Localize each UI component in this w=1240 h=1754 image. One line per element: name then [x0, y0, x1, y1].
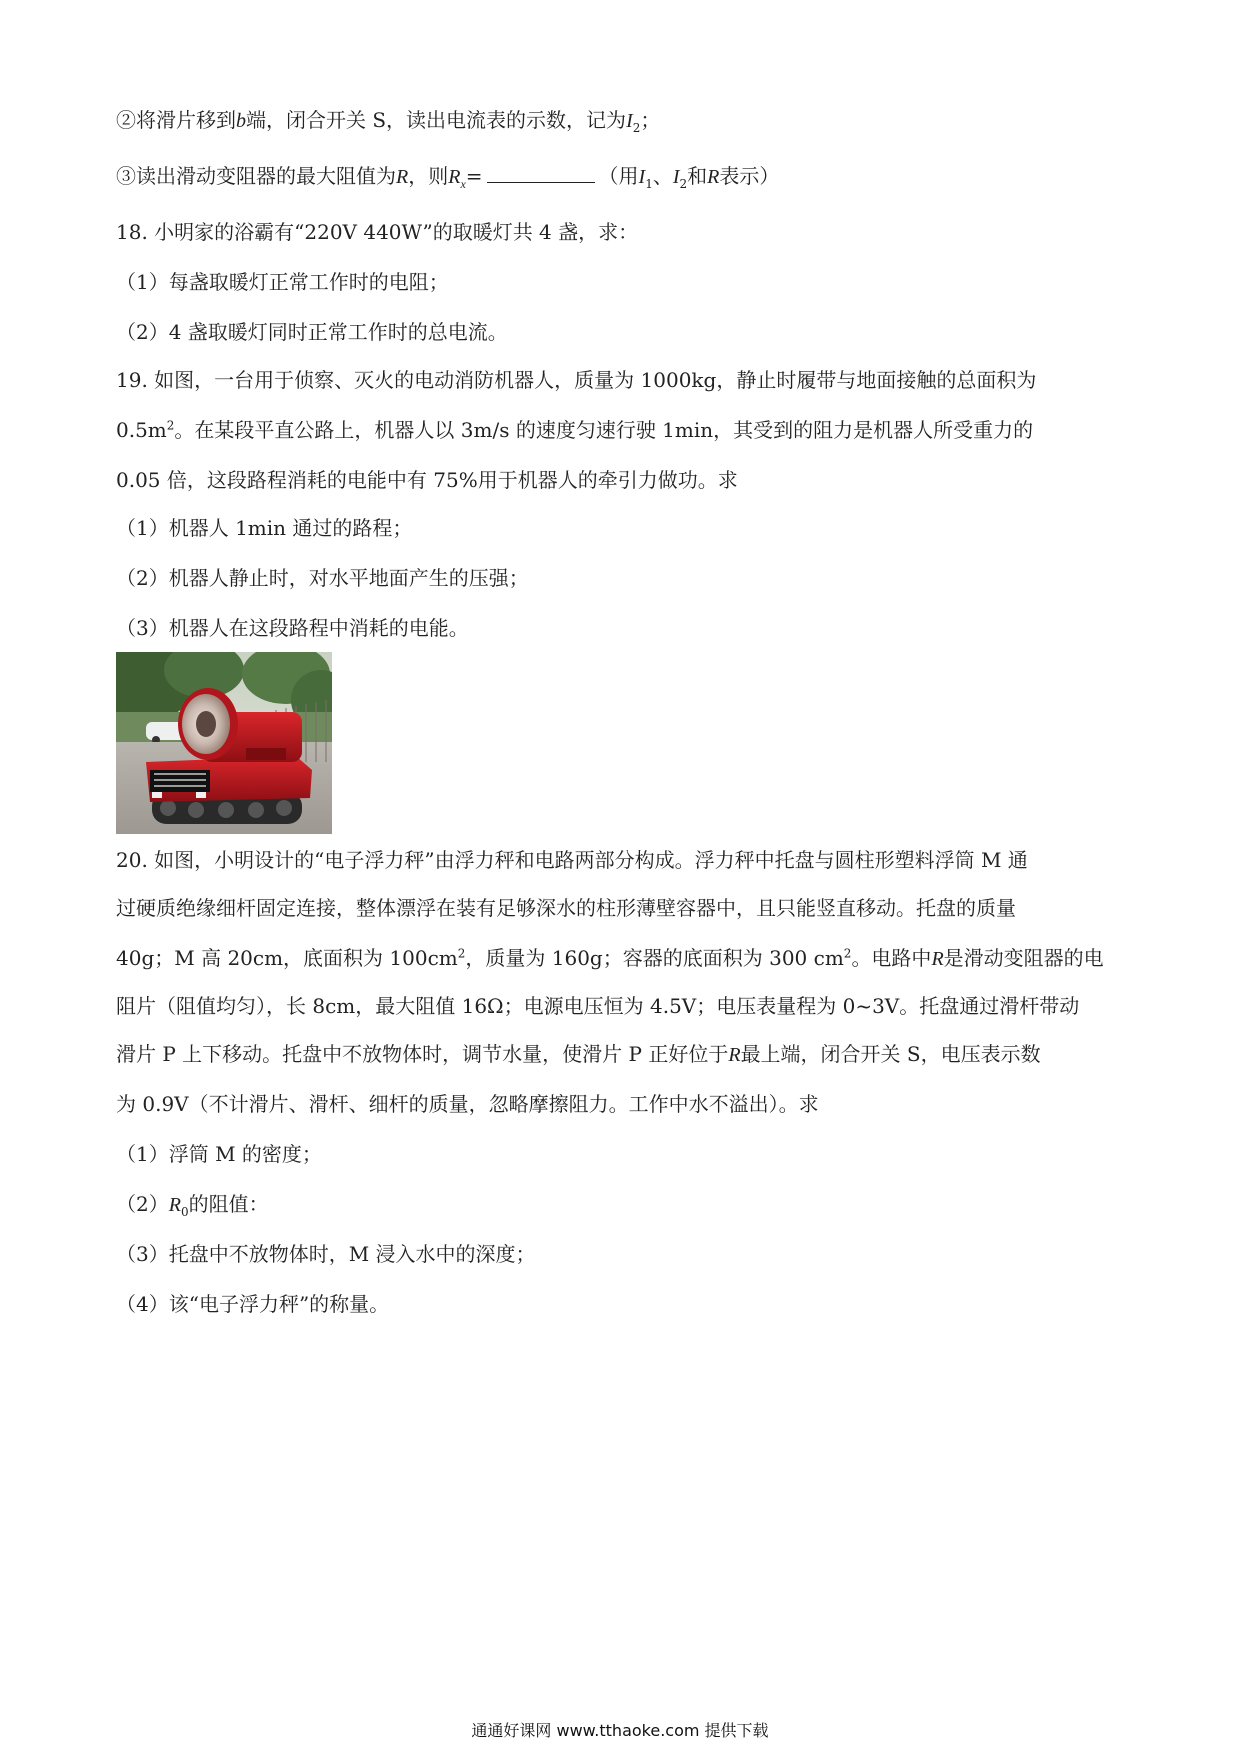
text: 。在某段平直公路上，机器人以 3m/s 的速度匀速行驶 1min，其受到的阻力是机器人所受重力的	[174, 418, 1034, 442]
q20-line4: 阻片（阻值均匀），长 8cm，最大阻值 16Ω；电源电压恒为 4.5V；电压表量程为 0~3V。托盘通过滑杆带动	[116, 994, 1080, 1018]
q19-line3: 0.05 倍，这段路程消耗的电能中有 75%用于机器人的牵引力做功。求	[116, 468, 738, 492]
q17-step2	[116, 106, 660, 135]
text: 滑片 P 上下移动。托盘中不放物体时，调节水量，使滑片 P 正好位于	[116, 1042, 729, 1066]
q18-part2: （2）4 盏取暖灯同时正常工作时的总电流。	[116, 320, 508, 344]
text: 0.5m	[116, 418, 167, 442]
text: 和	[687, 164, 708, 188]
text: （用	[598, 164, 639, 188]
text: 的阻值：	[188, 1192, 269, 1216]
fire-robot-photo	[116, 652, 332, 834]
var-r: R	[728, 1044, 741, 1066]
text: ，则	[408, 164, 449, 188]
superscript: 2	[457, 946, 466, 961]
text: ②将滑片移到	[116, 108, 236, 132]
var-r0: R	[168, 1194, 181, 1216]
var-i: I	[626, 110, 633, 132]
text: （2）	[116, 1192, 169, 1216]
subscript: 2	[632, 121, 641, 135]
q18-stem: 18. 小明家的浴霸有“220V 440W”的取暖灯共 4 盏，求：	[116, 220, 639, 244]
var-i2: I	[672, 166, 680, 188]
var-b: b	[236, 110, 246, 132]
subscript: x	[460, 177, 466, 191]
q17-step3	[116, 162, 779, 191]
q20-line3	[116, 944, 1104, 973]
q20-line6: 为 0.9V（不计滑片、滑杆、细杆的质量，忽略摩擦阻力。工作中水不溢出）。求	[116, 1092, 819, 1116]
text: =	[465, 164, 483, 188]
q19-line2	[116, 416, 1033, 444]
q20-part2	[116, 1190, 269, 1219]
text: 是滑动变阻器的电	[943, 946, 1104, 970]
superscript: 2	[166, 418, 175, 433]
q20-line1: 20. 如图，小明设计的“电子浮力秤”由浮力秤和电路两部分构成。浮力秤中托盘与圆柱形塑料浮筒 M 通	[116, 848, 1028, 872]
text: 40g；M 高 20cm，底面积为 100cm	[116, 946, 458, 970]
subscript: 1	[645, 177, 653, 191]
answer-blank[interactable]	[487, 162, 595, 183]
text: 。电路中	[851, 946, 932, 970]
text: 表示）	[719, 164, 780, 188]
var-rx: R	[448, 166, 461, 188]
var-i1: I	[638, 166, 646, 188]
text: 最上端，闭合开关 S，电压表示数	[740, 1042, 1041, 1066]
text: 端，闭合开关 S，读出电流表的示数，记为	[246, 108, 627, 132]
text: 、	[652, 164, 673, 188]
text: ，质量为 160g；容器的底面积为 300 cm	[465, 946, 844, 970]
q19-part3: （3）机器人在这段路程中消耗的电能。	[116, 616, 469, 640]
q20-part4: （4）该“电子浮力秤”的称量。	[116, 1292, 390, 1316]
superscript: 2	[843, 946, 852, 961]
q19-part1: （1）机器人 1min 通过的路程；	[116, 516, 413, 540]
var-r: R	[931, 948, 944, 970]
q18-part1: （1）每盏取暖灯正常工作时的电阻；	[116, 270, 449, 294]
q19-line1: 19. 如图，一台用于侦察、灭火的电动消防机器人，质量为 1000kg，静止时履带与地面接触的总面积为	[116, 368, 1037, 392]
subscript: 0	[180, 1205, 189, 1219]
page-footer: 通通好课网 www.tthaoke.com 提供下载	[471, 1721, 769, 1740]
fire-robot-image	[116, 652, 332, 834]
q19-part2: （2）机器人静止时，对水平地面产生的压强；	[116, 566, 529, 590]
var-r: R	[707, 166, 720, 188]
subscript: 2	[679, 177, 688, 191]
q20-part1: （1）浮筒 M 的密度；	[116, 1142, 322, 1166]
q20-part3: （3）托盘中不放物体时，M 浸入水中的深度；	[116, 1242, 536, 1266]
q20-line2: 过硬质绝缘细杆固定连接，整体漂浮在装有足够深水的柱形薄壁容器中，且只能竖直移动。托盘的质量	[116, 896, 1016, 920]
var-r: R	[396, 166, 409, 188]
text: ③读出滑动变阻器的最大阻值为	[116, 164, 396, 188]
text: ；	[640, 108, 661, 132]
q20-line5	[116, 1040, 1041, 1069]
